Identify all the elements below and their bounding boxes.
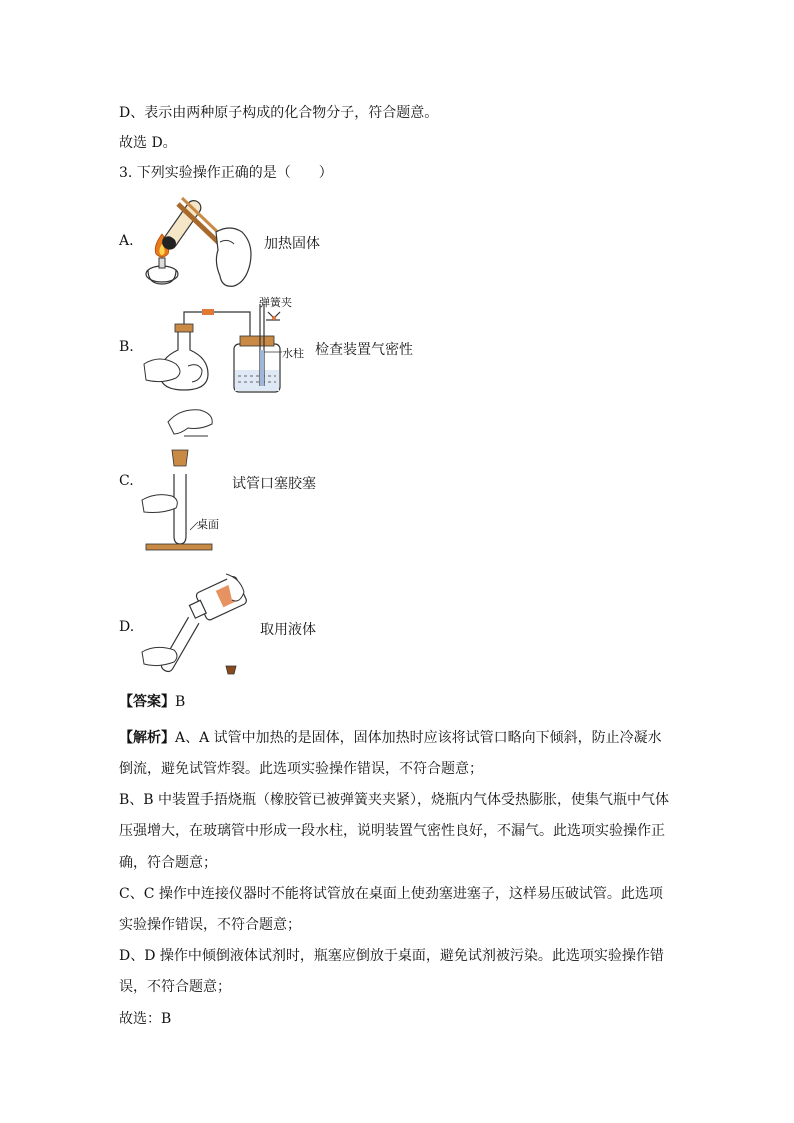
analysis-c-line1: C、C 操作中连接仪器时不能将试管放在桌面上使劲塞进塞子，这样易压破试管。此选项 xyxy=(119,886,663,902)
analysis-b-line2: 压强增大，在玻璃管中形成一段水柱，说明装置气密性良好，不漏气。此选项实验操作正 xyxy=(119,823,665,839)
analysis-a-line2: 倒流，避免试管炸裂。此选项实验操作错误，不符合题意； xyxy=(119,761,483,777)
option-c-caption: 试管口塞胶塞 xyxy=(232,476,316,492)
option-b-letter: B. xyxy=(119,339,134,355)
analysis-a-line1 xyxy=(119,728,662,748)
option-d-figure-pouring-liquid xyxy=(140,570,250,680)
option-d-caption: 取用液体 xyxy=(260,622,316,638)
answer-line xyxy=(119,692,185,712)
option-b-label-water-column: 水柱 xyxy=(282,347,304,360)
analysis-d-line1: D、D 操作中倾倒液体试剂时，瓶塞应倒放于桌面，避免试剂被污染。此选项实验操作错 xyxy=(119,948,664,964)
option-a-caption: 加热固体 xyxy=(264,236,320,252)
prev-answer-line-d: D、表示由两种原子构成的化合物分子，符合题意。 xyxy=(119,105,439,121)
answer-tag: 【答案】 xyxy=(119,694,175,710)
question-stem: 3. 下列实验操作正确的是（ ） xyxy=(119,165,333,181)
analysis-a-text1: A、A 试管中加热的是固体，固体加热时应该将试管口略向下倾斜，防止冷凝水 xyxy=(175,730,662,746)
option-a-figure-heating-solid xyxy=(138,192,258,290)
option-c-letter: C. xyxy=(119,473,134,489)
option-b-label-spring-clip: 弹簧夹 xyxy=(259,296,292,309)
analysis-c-line2: 实验操作错误，不符合题意； xyxy=(119,917,301,933)
option-a-letter: A. xyxy=(119,233,134,249)
analysis-final: 故选：B xyxy=(119,1011,172,1027)
option-d-letter: D. xyxy=(119,619,135,635)
analysis-b-line1: B、B 中装置手捂烧瓶（橡胶管已被弹簧夹夹紧），烧瓶内气体受热膨胀，使集气瓶中气体 xyxy=(119,792,670,808)
analysis-tag: 【解析】 xyxy=(119,730,175,746)
option-b-caption: 检查装置气密性 xyxy=(315,342,413,358)
answer-value: B xyxy=(175,694,186,710)
analysis-b-line3: 确，符合题意； xyxy=(119,855,217,871)
option-c-label-table: 桌面 xyxy=(197,518,219,531)
prev-answer-conclusion: 故选 D。 xyxy=(119,135,177,151)
analysis-d-line2: 误，不符合题意； xyxy=(119,979,231,995)
